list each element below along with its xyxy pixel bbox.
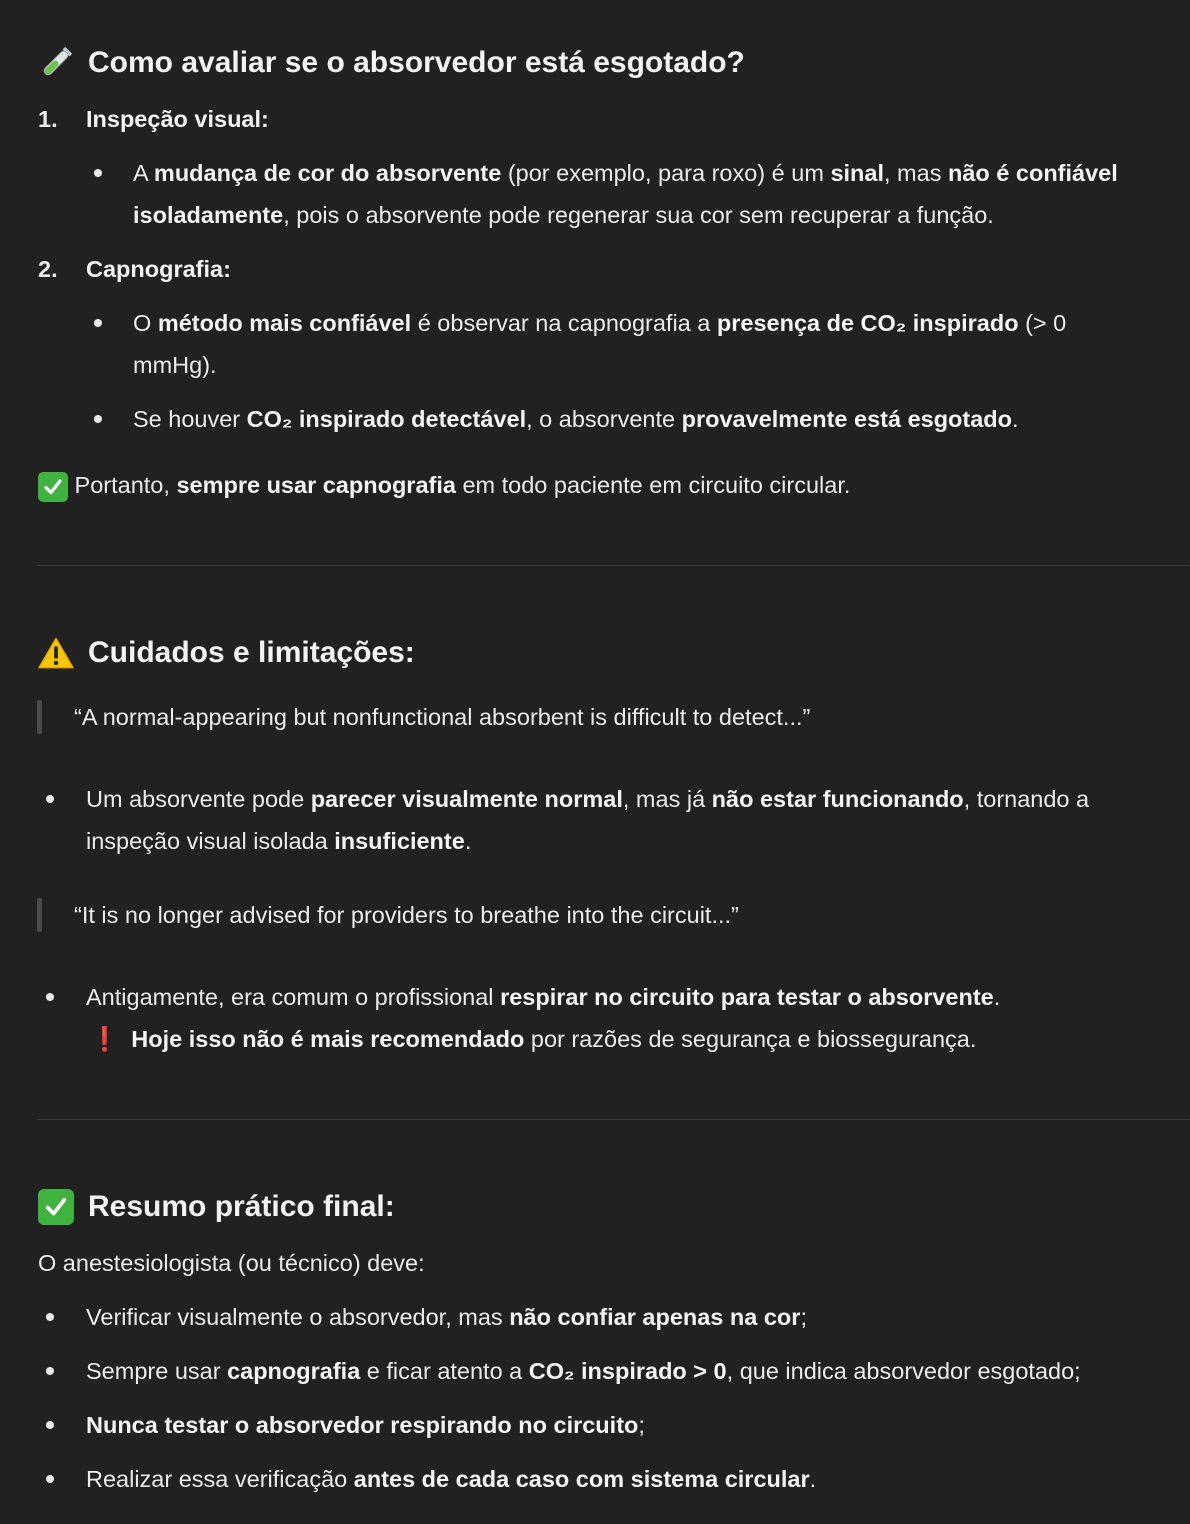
list-item: A mudança de cor do absorvente (por exemplo, para roxo) é um sinal, mas não é confiável	[133, 160, 1118, 186]
blockquote: “It is no longer advised for providers to breathe into the circuit...”	[74, 902, 739, 928]
conclusion-line: Portanto, sempre usar capnografia em todo paciente em circuito circular.	[38, 464, 850, 506]
list-item: Verificar visualmente o absorvedor, mas não confiar apenas na cor;	[86, 1304, 807, 1330]
blockquote-bar	[37, 700, 42, 734]
list-item: Antigamente, era comum o profissional respirar no circuito para testar o absorvente.	[86, 984, 1001, 1010]
bullet-dot	[46, 1475, 54, 1483]
bullet-dot	[46, 993, 54, 1001]
section-heading-evaluate	[38, 43, 745, 83]
list-item: Realizar essa verificação antes de cada caso com sistema circular.	[86, 1466, 817, 1492]
bullet-dot	[94, 169, 102, 177]
list-item-continuation: ❗ Hoje isso não é mais recomendado por razões de segurança e biossegurança.	[90, 1026, 977, 1052]
section-heading-cautions	[38, 633, 415, 673]
bullet-dot	[94, 319, 102, 327]
list-item-continuation: isoladamente, pois o absorvente pode regenerar sua cor sem recuperar a função.	[133, 202, 994, 228]
warning-icon	[38, 635, 74, 671]
intro-text: O anestesiologista (ou técnico) deve:	[38, 1250, 425, 1276]
section-title: Cuidados e limitações:	[88, 636, 415, 669]
divider	[37, 565, 1190, 566]
bullet-dot	[46, 1421, 54, 1429]
list-item-continuation: inspeção visual isolada insuficiente.	[86, 828, 472, 854]
divider	[37, 1119, 1190, 1120]
check-mark-icon	[38, 1189, 74, 1225]
blockquote-bar	[37, 898, 42, 932]
exclamation-icon: ❗	[90, 1026, 120, 1052]
list-item-continuation: mmHg).	[133, 352, 217, 378]
list-item: Nunca testar o absorvedor respirando no circuito;	[86, 1412, 645, 1438]
test-tube-icon	[38, 45, 74, 81]
list-number: 2.	[38, 256, 58, 282]
section-heading-summary	[38, 1187, 395, 1227]
list-item: Se houver CO₂ inspirado detectável, o absorvente provavelmente está esgotado.	[133, 406, 1019, 432]
blockquote: “A normal-appearing but nonfunctional absorbent is difficult to detect...”	[74, 704, 811, 730]
section-title: Resumo prático final:	[88, 1190, 395, 1223]
list-heading: Inspeção visual:	[86, 106, 269, 132]
list-item: Sempre usar capnografia e ficar atento a CO₂ inspirado > 0, que indica absorvedor esgotado;	[86, 1358, 1081, 1384]
section-title: Como avaliar se o absorvedor está esgotado?	[88, 46, 745, 79]
bullet-dot	[46, 795, 54, 803]
bullet-dot	[94, 415, 102, 423]
bullet-dot	[46, 1367, 54, 1375]
list-number: 1.	[38, 106, 58, 132]
bullet-dot	[46, 1313, 54, 1321]
check-mark-icon	[38, 472, 68, 502]
list-item: Um absorvente pode parecer visualmente normal, mas já não estar funcionando, tornando a	[86, 786, 1090, 812]
list-heading: Capnografia:	[86, 256, 231, 282]
list-item: O método mais confiável é observar na capnografia a presença de CO₂ inspirado (> 0	[133, 310, 1067, 336]
